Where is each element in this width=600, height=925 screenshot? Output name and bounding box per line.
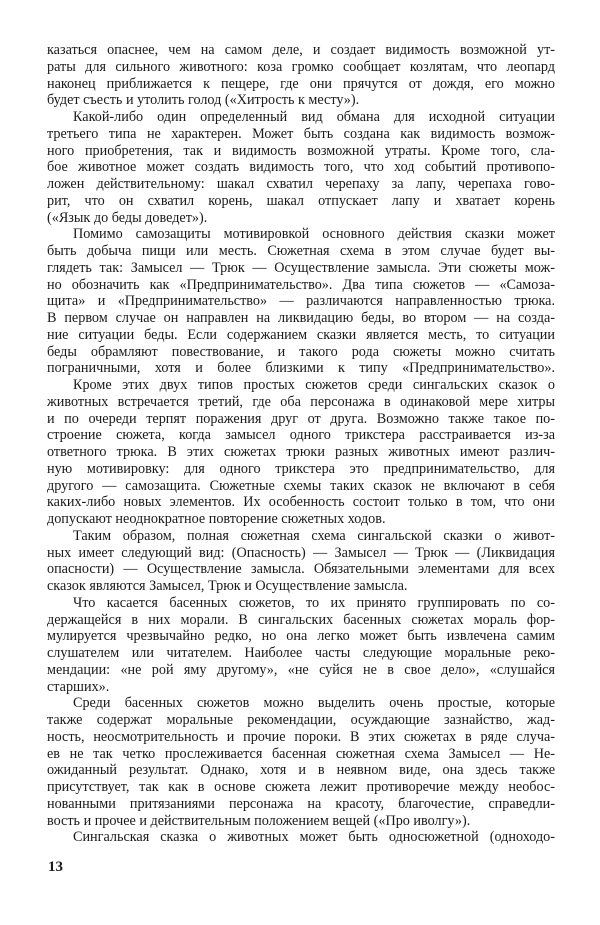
text-line: Среди басенных сюжетов можно выделить очень простые, которые xyxy=(73,695,555,712)
text-line: но обозначить как «Предпринимательство». Два типа сюжетов — «Самоза- xyxy=(47,276,555,293)
text-line: третьего типа не характерен. Может быть создана как видимость возмож- xyxy=(47,125,555,142)
page-number: 13 xyxy=(48,859,63,875)
text-line: нованными притязаниями персонажа на красоту, благочестие, справедли- xyxy=(47,795,555,812)
text-line: опасности) — Осуществление замысла. Обязательными элементами для всех xyxy=(47,561,555,578)
text-line: вость и прочее и действительным положением вещей («Про иволгу»). xyxy=(47,812,471,829)
text-line: ных имеет следующий вид: (Опасность) — Замысел — Трюк — (Ликвидация xyxy=(47,544,555,561)
text-line: Сингальская сказка о животных может быть односюжетной (одноходо- xyxy=(73,829,555,846)
text-line: другого — самозащита. Сюжетные схемы таких сказок не включают в себя xyxy=(47,477,555,494)
text-line: раты для сильного животного: коза громко сообщает козлятам, что леопард xyxy=(47,58,555,75)
text-line: ложен действительному: шакал схватил черепаху за лапу, черепаха гово- xyxy=(47,176,555,192)
text-line: также содержат моральные рекомендации, осуждающие зазнайство, жад- xyxy=(47,712,555,728)
text-line: строение сюжета, когда замысел одного трикстера расстраивается из-за xyxy=(47,427,555,444)
text-line: беды обрамляют повествование, и такого рода сюжеты можно считать xyxy=(47,343,555,360)
text-line: Помимо самозащиты мотивировкой основного действия сказки может xyxy=(73,226,555,243)
text-line: ответного трюка. В этих сюжетах трюки разных животных имеют различ- xyxy=(47,444,555,460)
text-line: ную мотивировку: для одного трикстера это предпринимательство, для xyxy=(47,460,555,477)
text-line: животных встречается третий, где оба персонажа в одинаковой мере хитры xyxy=(47,393,555,410)
text-line: старших». xyxy=(47,678,110,695)
text-line: сказок являются Замысел, Трюк и Осуществление замысла. xyxy=(47,578,408,594)
text-line: Что касается басенных сюжетов, то их принято группировать по со- xyxy=(73,594,555,611)
text-line: каких-либо новых элементов. Их особенность состоит только в том, что они xyxy=(47,494,555,511)
text-line: бое животное может создать видимость того, что ход событий противопо- xyxy=(47,159,555,176)
text-line: казаться опаснее, чем на самом деле, и создает видимость возможной ут- xyxy=(47,42,555,58)
page-body xyxy=(47,42,555,846)
text-line: будет съесть и утолить голод («Хитрость к месту»). xyxy=(47,92,360,109)
text-line: мендации: «не рой яму другому», «не суйся не в свое дело», «слушайся xyxy=(47,661,555,678)
text-line: быть добыча пищи или месть. Сюжетная схема в этом случае будет вы- xyxy=(47,243,555,259)
text-line: Кроме этих двух типов простых сюжетов среди сингальских сказок о xyxy=(73,377,555,393)
text-line: допускают неоднократное повторение сюжетных ходов. xyxy=(47,511,386,527)
text-line: ного приобретения, так и видимость возможной утраты. Кроме того, сла- xyxy=(47,142,555,159)
text-line: пограничными, хотя и более близкими к типу «Предпринимательство». xyxy=(47,360,555,377)
text-line: ность, неосмотрительность и прочие пороки. В этих сюжетах в ряде случа- xyxy=(47,728,555,745)
text-line: присутствует, так как в основе сюжета лежит противоречие между необос- xyxy=(47,779,555,795)
text-line: ние ситуации беды. Если содержанием сказки является месть, то ситуации xyxy=(47,326,555,343)
text-line: и по очереди терпят поражения друг от друга. Возможно также такое по- xyxy=(47,410,555,427)
text-line: щита» и «Предпринимательство» — различаются направленностью трюка. xyxy=(47,293,555,310)
text-line: («Язык до беды доведет»). xyxy=(47,209,208,226)
text-line: мулируется чрезвычайно редко, но она легко может быть извлечена самим xyxy=(47,628,555,645)
text-line: слушателем или читателем. Наиболее часты следующие моральные реко- xyxy=(47,645,555,661)
text-line: наконец приближается к пещере, где они прячутся от дождя, его можно xyxy=(47,75,555,92)
text-line: держащейся в них морали. В сингальских басенных сюжетах мораль фор- xyxy=(47,611,555,628)
text-line: рит, что он схватил корень, шакал отпускает лапу и хватает корень xyxy=(47,192,555,209)
text-line: Какой-либо один определенный вид обмана для исходной ситуации xyxy=(73,109,555,125)
text-line: Таким образом, полная сюжетная схема сингальской сказки о живот- xyxy=(73,527,555,544)
text-line: ев не так четко прослеживается басенная сюжетная схема Замысел — Не- xyxy=(47,745,555,762)
text-line: ожиданный результат. Однако, хотя и в неявном виде, она здесь также xyxy=(47,762,555,779)
text-line: глядеть так: Замысел — Трюк — Осуществление замысла. Эти сюжеты мож- xyxy=(47,259,555,276)
text-line: В первом случае он направлен на ликвидацию беды, во втором — на созда- xyxy=(47,310,555,326)
